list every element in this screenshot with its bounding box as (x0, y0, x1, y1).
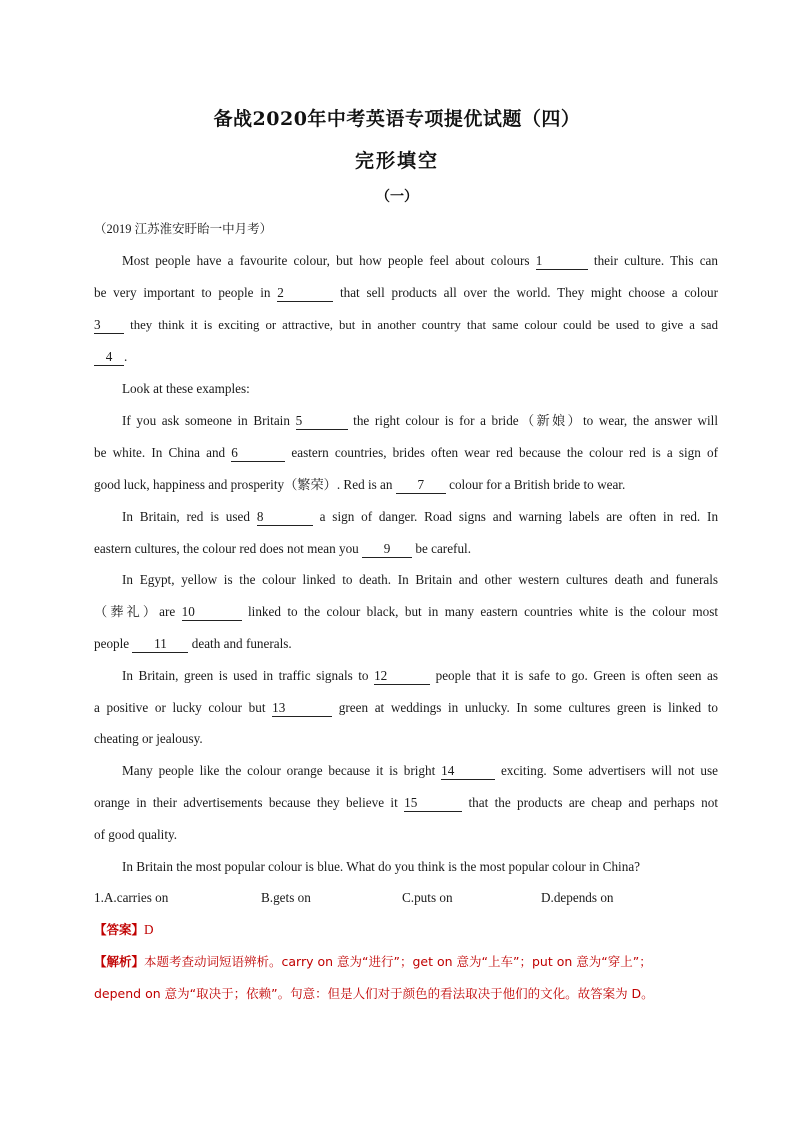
answer-line (94, 920, 718, 940)
blank-6: 6 (231, 445, 285, 462)
passage-line: 4 . (94, 347, 718, 367)
blank-14: 14 (441, 763, 495, 780)
option-b: B.gets on (261, 890, 311, 905)
passage-line: good luck, happiness and prosperity（繁荣）. Red is an 7 colour for a British bride to wear. (94, 477, 626, 492)
option-c: C.puts on (402, 890, 453, 905)
blank-15: 15 (404, 795, 462, 812)
passage-line: If you ask someone in Britain 5 the right colour is for a bride（新娘）to wear, the answer will (122, 413, 719, 428)
analysis-line (94, 952, 718, 972)
blank-10: 10 (182, 604, 242, 621)
analysis-line (94, 984, 718, 1004)
blank-13: 13 (272, 700, 332, 717)
passage-line: In Britain, red is used 8 a sign of danger. Road signs and warning labels are often in red. In (122, 509, 719, 524)
blank-4: 4 (94, 349, 124, 366)
passage-line: be very important to people in 2 that sell products all over the world. They might choose a colour (94, 285, 719, 300)
answer-value: D (144, 922, 154, 937)
section-number: （一） (376, 189, 418, 205)
passage-line: cheating or jealousy. (94, 731, 203, 746)
analysis-label: 【解析】 (94, 954, 145, 969)
blank-2: 2 (277, 285, 333, 302)
passage-line: Most people have a favourite colour, but how people feel about colours 1 their culture. This can (122, 253, 719, 268)
passage-line: be white. In China and 6 eastern countries, brides often wear red because the colour red is a sign of (94, 445, 718, 460)
blank-5: 5 (296, 413, 348, 430)
blank-11: 11 (132, 636, 188, 653)
blank-9: 9 (362, 541, 412, 558)
passage-line: orange in their advertisements because they believe it 15 that the products are cheap and perhaps not (94, 795, 718, 810)
blank-1: 1 (536, 253, 588, 270)
passage-line: Many people like the colour orange because it is bright 14 exciting. Some advertisers will not use (122, 763, 719, 778)
blank-8: 8 (257, 509, 313, 526)
passage-line: eastern cultures, the colour red does not mean you 9 be careful. (94, 541, 472, 556)
document-subtitle: 完形填空 (354, 150, 439, 172)
option-d: D.depends on (541, 890, 614, 905)
blank-12: 12 (374, 668, 430, 685)
passage-line: of good quality. (94, 827, 178, 842)
passage-line: In Britain, green is used in traffic signals to 12 people that it is safe to go. Green is often seen as (122, 668, 718, 683)
option-a: 1.A.carries on (94, 890, 169, 905)
blank-7: 7 (396, 477, 446, 494)
passage-line: people 11 death and funerals. (94, 636, 292, 651)
passage-line: 3 they think it is exciting or attractive, but in another country that same colour could be used to give a sad (94, 317, 719, 332)
passage-line: （葬礼）are 10 linked to the colour black, but in many eastern countries white is the colour most (94, 604, 718, 619)
source-note: （2019 江苏淮安盱眙一中月考） (94, 222, 273, 236)
answer-label: 【答案】 (94, 922, 145, 937)
analysis-text: 本题考查动词短语辨析。carry on 意为“进行”；get on 意为“上车”；put on 意为“穿上”； (144, 954, 652, 969)
passage-line: Look at these examples: (122, 381, 250, 396)
document-title: 备战2020年中考英语专项提优试题（四） (213, 108, 581, 130)
passage-line: In Egypt, yellow is the colour linked to death. In Britain and other western cultures death and funerals (122, 572, 718, 587)
blank-3: 3 (94, 317, 124, 334)
passage-line: a positive or lucky colour but 13 green at weddings in unlucky. In some cultures green is linked to (94, 700, 719, 715)
analysis-text: depend on 意为“取决于；依赖”。句意：但是人们对于颜色的看法取决于他们的文化。故答案为 D。 (94, 986, 654, 1001)
passage-line: In Britain the most popular colour is blue. What do you think is the most popular colour in China? (122, 859, 641, 874)
question-1-options (94, 888, 718, 908)
